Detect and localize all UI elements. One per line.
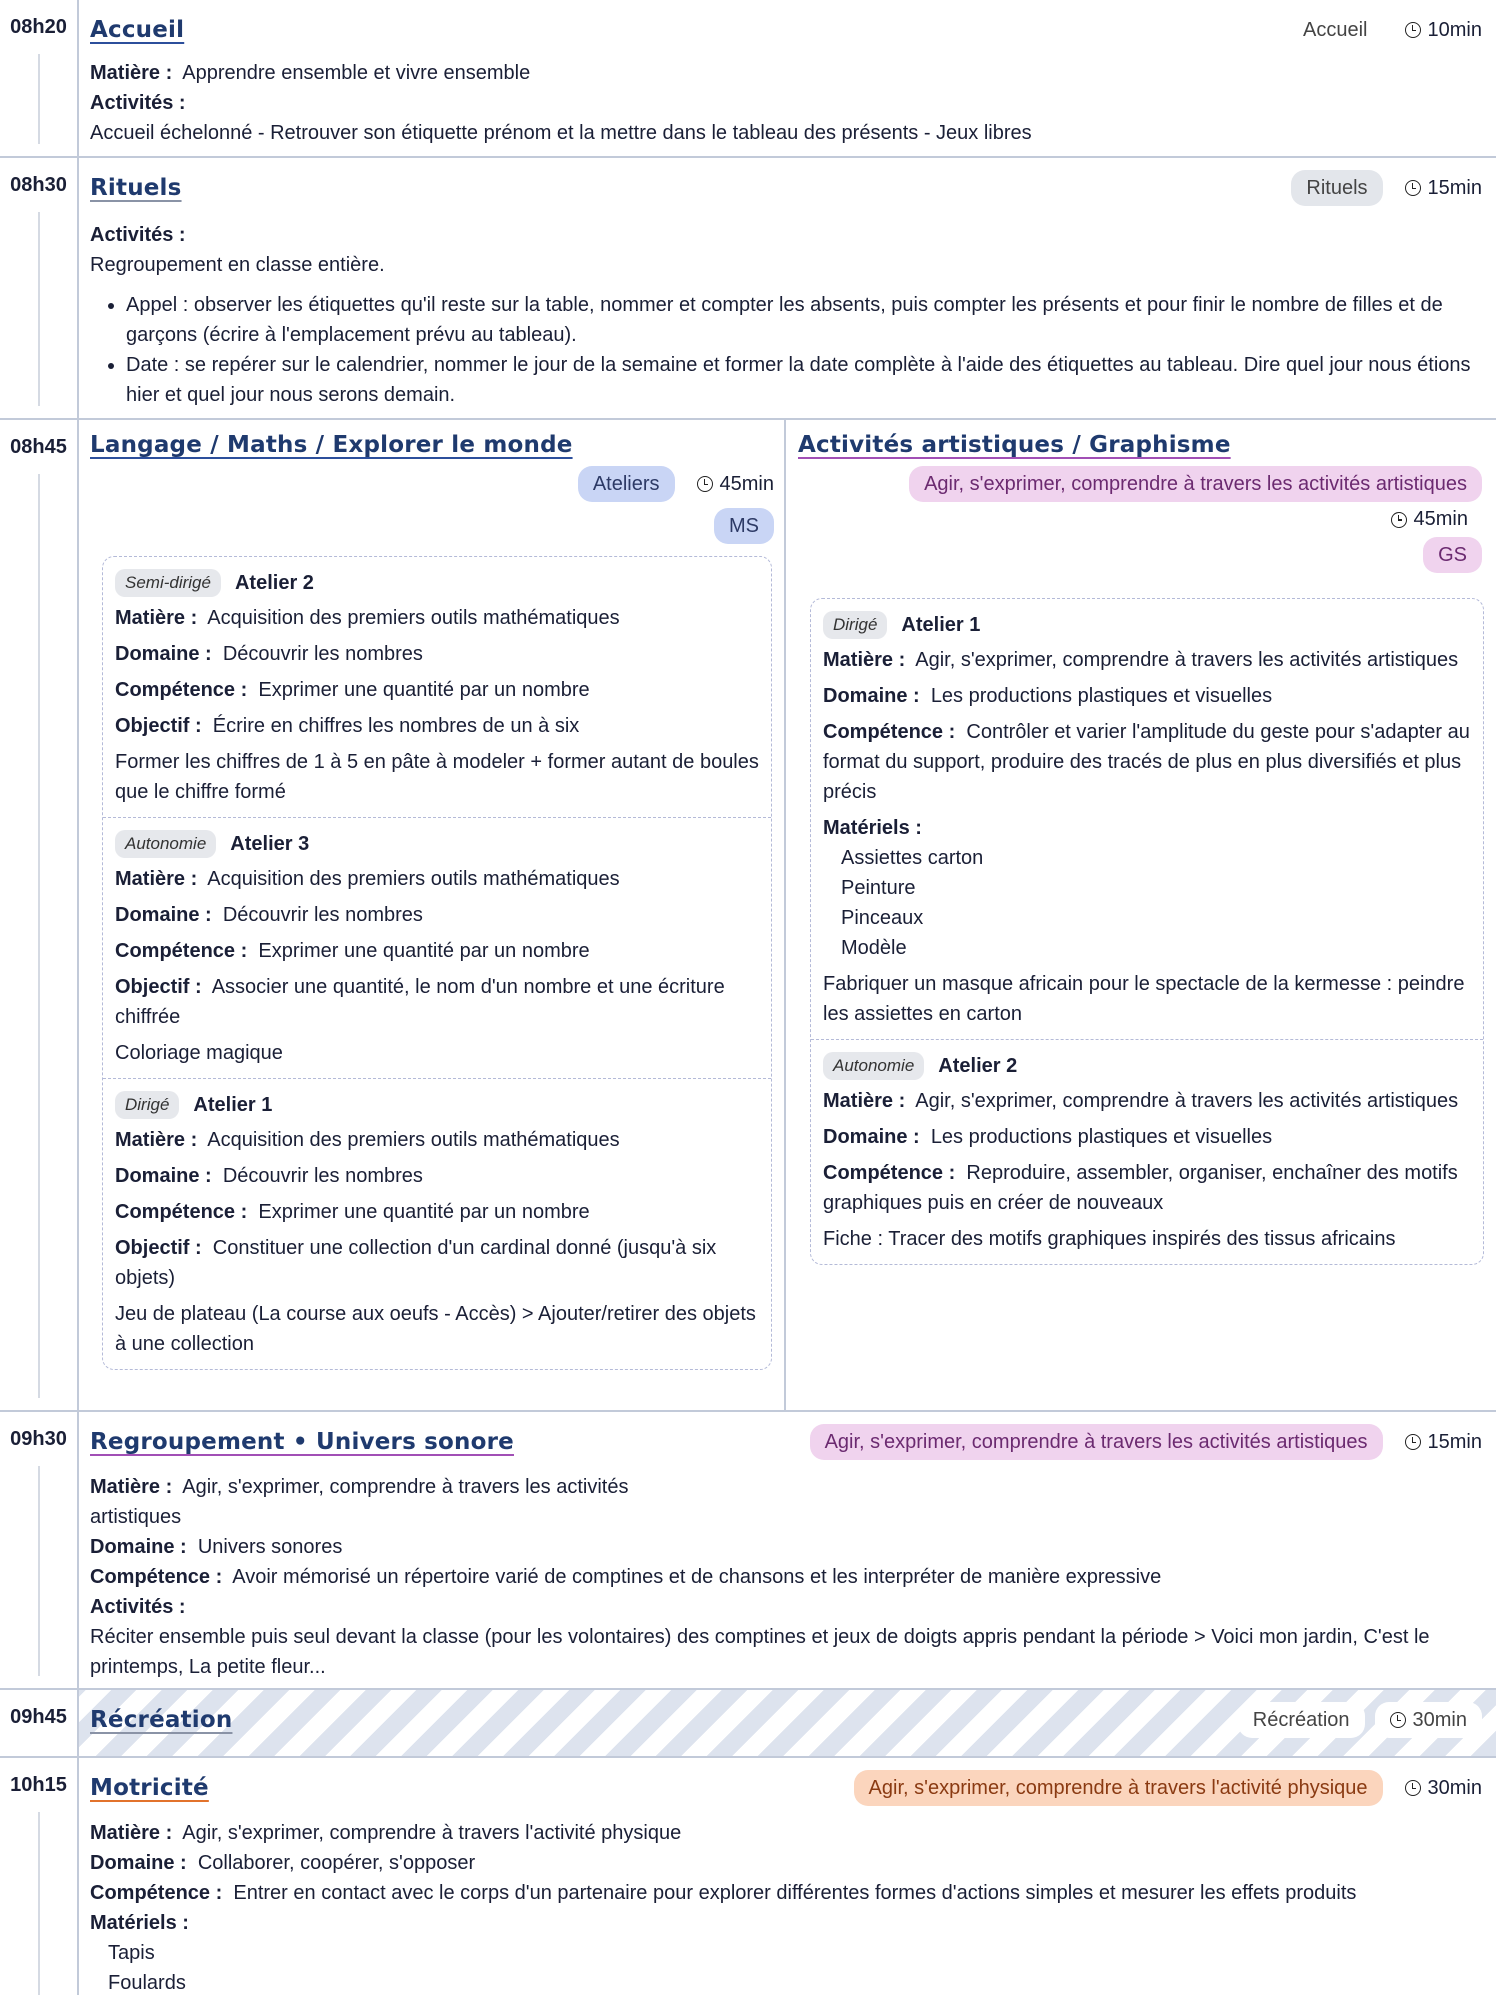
competence-label: Compétence : [90,1882,223,1904]
matiere-label: Matière : [115,1129,198,1151]
clock-icon [1405,1780,1421,1796]
category-tag: Récréation [1238,1702,1365,1738]
mode-badge: Dirigé [823,611,887,639]
competence-label: Compétence : [115,679,248,701]
duration [1405,177,1482,200]
competence-label: Compétence : [823,721,956,743]
materiel-item: Foulards [108,1972,186,1994]
matiere-label: Matière : [115,607,198,629]
column-divider [784,420,786,1410]
timeline-line [38,212,40,406]
domaine-value: Univers sonores [197,1536,343,1558]
column-divider [77,158,79,418]
competence-value: Contrôler et varier l'amplitude du geste pour s'adapter au format du support, produire des tracés de plus en plus diversifiés et plus précis [823,721,1470,803]
domaine-value: Collaborer, coopérer, s'opposer [197,1852,476,1874]
matiere-value: Agir, s'exprimer, comprendre à travers l'activité physique [182,1822,682,1844]
clock-icon [1391,512,1407,528]
block-time: 08h30 [10,174,67,196]
objectif-label: Objectif : [115,1237,202,1259]
matiere-label: Matière : [90,1822,173,1844]
column-divider [77,420,79,1410]
domaine-label: Domaine : [90,1536,187,1558]
duration [697,473,774,496]
activites-label: Activités : [90,224,186,246]
activites-intro: Regroupement en classe entière. [90,254,385,276]
domaine-label: Domaine : [115,1165,212,1187]
atelier-name: Atelier 1 [193,1093,273,1116]
competence-value: Entrer en contact avec le corps d'un partenaire pour explorer différentes formes d'actions simples et mesurer les effets produits [233,1882,1357,1904]
materiels-list [823,843,1471,963]
matiere-value: Acquisition des premiers outils mathématiques [207,607,620,629]
timeline-line [38,474,40,1398]
materiel-item: Tapis [108,1942,155,1964]
block-time: 10h15 [10,1774,67,1796]
ateliers-box-right [810,598,1484,1265]
materiels-label: Matériels : [90,1912,189,1934]
block-time: 08h45 [10,436,67,458]
activity-column-right [798,432,1482,573]
clock-icon [1405,22,1421,38]
duration [1375,1702,1482,1738]
atelier-card [103,1079,771,1369]
mode-badge: Dirigé [115,1091,179,1119]
competence-value: Exprimer une quantité par un nombre [258,940,590,962]
block-title[interactable]: Récréation [90,1707,233,1733]
competence-label: Compétence : [115,1201,248,1223]
matiere-value: Acquisition des premiers outils mathématiques [207,868,620,890]
clock-icon [1390,1712,1406,1728]
objectif-value: Associer une quantité, le nom d'un nombre et une écriture chiffrée [115,976,725,1028]
competence-label: Compétence : [115,940,248,962]
domaine-label: Domaine : [115,643,212,665]
matiere-label: Matière : [823,649,906,671]
competence-label: Compétence : [823,1162,956,1184]
schedule-block-motricite [0,1758,1496,1995]
materiel-item: Peinture [841,877,916,899]
activity-column-left [90,432,774,544]
block-time: 09h45 [0,1690,77,1756]
level-tag: GS [1423,537,1482,573]
activites-value: Accueil échelonné - Retrouver son étiquette prénom et la mettre dans le tableau des présents - Jeux libres [90,122,1032,144]
schedule-block-accueil [0,0,1496,158]
block-title[interactable]: Accueil [90,17,185,43]
column-divider [77,1690,79,1756]
matiere-value: Agir, s'exprimer, comprendre à travers les activités artistiques [915,649,1459,671]
domaine-label: Domaine : [823,685,920,707]
matiere-label: Matière : [115,868,198,890]
block-time: 09h30 [10,1428,67,1450]
block-title[interactable]: Motricité [90,1775,209,1801]
materiel-item: Modèle [841,937,907,959]
column-divider [77,1412,79,1688]
timeline-line [38,1812,40,1995]
atelier-name: Atelier 1 [901,613,981,636]
atelier-description: Fiche : Tracer des motifs graphiques inspirés des tissus africains [823,1228,1396,1250]
clock-icon [1405,1434,1421,1450]
atelier-name: Atelier 2 [234,571,314,594]
atelier-card [103,557,771,818]
activity-title[interactable]: Langage / Maths / Explorer le monde [90,432,573,458]
duration-value: 45min [1413,508,1468,530]
block-title[interactable]: Rituels [90,175,182,201]
duration-value: 30min [1427,1776,1482,1799]
mode-badge: Autonomie [823,1052,924,1080]
category-tag: Ateliers [578,466,675,502]
objectif-label: Objectif : [115,715,202,737]
category-tag: Agir, s'exprimer, comprendre à travers les activités artistiques [909,466,1482,502]
matiere-value-cont: artistiques [90,1506,182,1528]
materiels-label: Matériels : [823,817,922,839]
objectif-value: Écrire en chiffres les nombres de un à six [212,715,580,737]
domaine-label: Domaine : [90,1852,187,1874]
atelier-card [811,599,1483,1040]
duration [1405,19,1482,42]
category-tag: Agir, s'exprimer, comprendre à travers les activités artistiques [810,1424,1383,1460]
column-divider [77,0,79,156]
duration [1405,1777,1482,1800]
materiel-item: Pinceaux [841,907,924,929]
matiere-label: Matière : [90,62,173,84]
domaine-label: Domaine : [823,1126,920,1148]
duration-value: 45min [719,472,774,495]
atelier-card [103,818,771,1079]
level-tag: MS [714,508,774,544]
column-divider [77,1758,79,1995]
matiere-value: Apprendre ensemble et vivre ensemble [182,62,531,84]
domaine-value: Découvrir les nombres [222,904,423,926]
matiere-value: Agir, s'exprimer, comprendre à travers les activités artistiques [915,1090,1459,1112]
list-item: • Appel : observer les étiquettes qu'il reste sur la table, nommer et compter les absents, puis compter les présents et pour finir le nombre de filles et de garçons (écrire à l'emplacement prévu au tableau). [126,290,1482,350]
competence-value: Exprimer une quantité par un nombre [258,1201,590,1223]
atelier-name: Atelier 2 [938,1054,1018,1077]
materiels-list [90,1938,1482,1995]
activites-label: Activités : [90,92,186,114]
domaine-label: Domaine : [115,904,212,926]
category-tag: Rituels [1291,170,1382,206]
timeline-line [38,54,40,144]
mode-badge: Semi-dirigé [115,569,221,597]
activites-label: Activités : [90,1596,186,1618]
category-tag: Agir, s'exprimer, comprendre à travers l'activité physique [854,1770,1383,1806]
block-title[interactable]: Regroupement • Univers sonore [90,1429,514,1455]
atelier-name: Atelier 3 [230,832,310,855]
duration-value: 30min [1412,1709,1467,1731]
domaine-value: Découvrir les nombres [222,1165,423,1187]
schedule-block-regroupement [0,1412,1496,1690]
matiere-value: Agir, s'exprimer, comprendre à travers les activités [182,1476,629,1498]
duration-value: 10min [1427,18,1482,41]
matiere-label: Matière : [823,1090,906,1112]
schedule-block-ateliers [0,420,1496,1412]
schedule-block-rituels [0,158,1496,420]
duration-value: 15min [1427,1430,1482,1453]
domaine-value: Les productions plastiques et visuelles [930,1126,1273,1148]
atelier-description: Fabriquer un masque africain pour le spectacle de la kermesse : peindre les assiettes en carton [823,973,1465,1025]
matiere-label: Matière : [90,1476,173,1498]
objectif-label: Objectif : [115,976,202,998]
timeline-line [38,1466,40,1676]
duration [1405,1431,1482,1454]
activites-value: Réciter ensemble puis seul devant la classe (pour les volontaires) des comptines et jeux de doigts appris pendant la période > Voici mon jardin, C'est le printemps, La petite fleur... [90,1626,1430,1678]
mode-badge: Autonomie [115,830,216,858]
atelier-card [811,1040,1483,1264]
competence-value: Avoir mémorisé un répertoire varié de comptines et de chansons et les interpréter de manière expressive [232,1566,1162,1588]
category-tag: Accueil [1288,12,1382,48]
atelier-description: Jeu de plateau (La course aux oeufs - Accès) > Ajouter/retirer des objets à une collection [115,1303,756,1355]
objectif-value: Constituer une collection d'un cardinal donné (jusqu'à six objets) [115,1237,717,1289]
schedule-block-recreation [0,1690,1496,1758]
domaine-value: Découvrir les nombres [222,643,423,665]
domaine-value: Les productions plastiques et visuelles [930,685,1273,707]
list-item: • Date : se repérer sur le calendrier, nommer le jour de la semaine et former la date complète à l'aide des étiquettes au tableau. Dire quel jour nous étions hier et quel jour nous serons demain. [126,350,1482,410]
matiere-value: Acquisition des premiers outils mathématiques [207,1129,620,1151]
ateliers-box-left [102,556,772,1370]
materiel-item: Assiettes carton [841,847,984,869]
competence-value: Reproduire, assembler, organiser, enchaîner des motifs graphiques puis en créer de nouveaux [823,1162,1458,1214]
atelier-description: Coloriage magique [115,1042,283,1064]
atelier-description: Former les chiffres de 1 à 5 en pâte à modeler + former autant de boules que le chiffre formé [115,751,759,803]
block-time: 08h20 [10,16,67,38]
competence-label: Compétence : [90,1566,223,1588]
clock-icon [1405,180,1421,196]
duration-value: 15min [1427,176,1482,199]
duration [1391,508,1468,531]
activity-title[interactable]: Activités artistiques / Graphisme [798,432,1231,458]
competence-value: Exprimer une quantité par un nombre [258,679,590,701]
clock-icon [697,476,713,492]
